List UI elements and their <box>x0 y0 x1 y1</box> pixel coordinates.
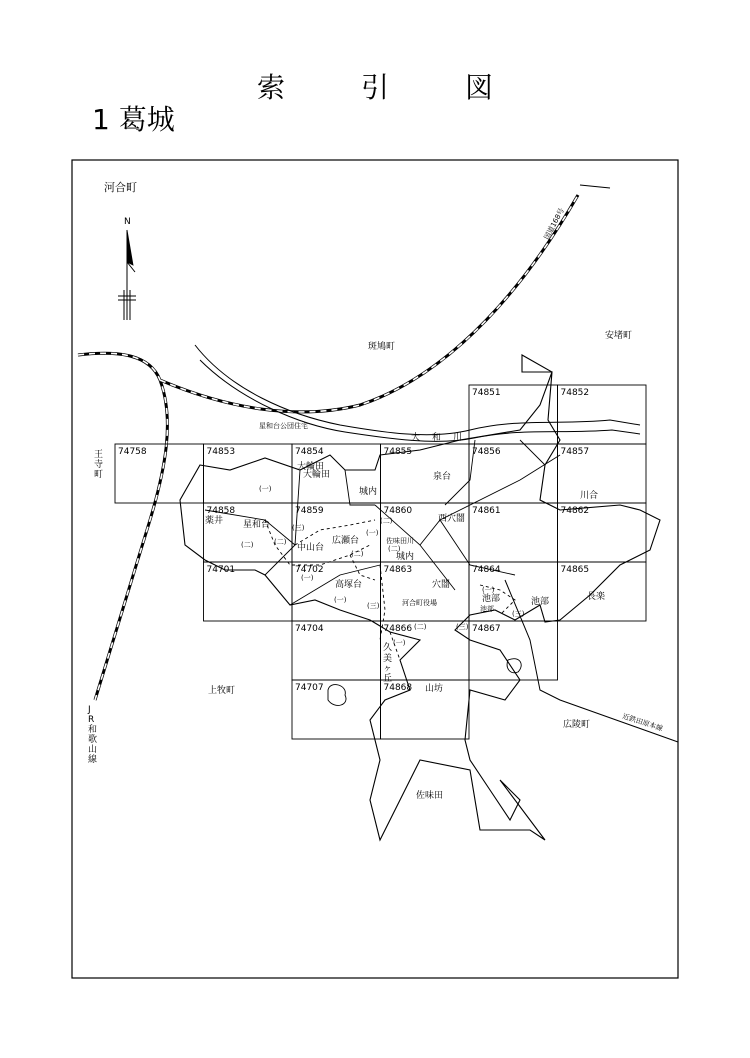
grid-cell-id: 74860 <box>383 506 413 516</box>
jr-char: 和 <box>88 725 98 735</box>
grid-cell-id: 74868 <box>383 683 413 693</box>
place-label: 佐味田 <box>416 791 444 801</box>
north-arrow-icon <box>118 217 136 320</box>
place-label: (二) <box>388 545 401 553</box>
place-label: (一) <box>393 639 406 647</box>
grid-cell-id: 74861 <box>472 506 501 516</box>
grid-cell-id: 74853 <box>206 447 236 457</box>
place-label: (三) <box>456 623 469 631</box>
grid-cell-id: 74862 <box>560 506 590 516</box>
grid-cell-id: 74707 <box>295 683 324 693</box>
place-label: (一) <box>482 586 495 594</box>
place-label: (三) <box>512 610 525 618</box>
place-label: 広瀬台 <box>332 536 360 546</box>
grid-cell-id: 74701 <box>206 565 236 575</box>
oji-char: 町 <box>94 470 104 480</box>
grid-cell-id: 74867 <box>472 624 501 634</box>
place-label: (一) <box>334 596 347 604</box>
place-label: 池部 <box>482 594 501 604</box>
kumigaoka-char: ヶ <box>383 664 393 674</box>
grid-cell-id: 74857 <box>560 447 590 457</box>
town-name: 河合町 <box>104 181 137 194</box>
place-label: (一) <box>366 529 379 537</box>
grid-cell-id: 74854 <box>295 447 324 457</box>
grid-cell-id: 74865 <box>560 565 590 575</box>
kintetsu-label: 近鉄田原本線 <box>621 712 664 733</box>
place-label: 泉台 <box>433 472 452 482</box>
river-char: 大 <box>411 433 421 443</box>
title-char: 図 <box>465 71 494 104</box>
title-char: 索 <box>256 71 285 104</box>
place-label: 星和台公団住宅 <box>259 422 308 430</box>
grid-cell-id: 74863 <box>383 565 413 575</box>
place-label: 大輪田 <box>297 462 325 472</box>
place-label: 広陵町 <box>563 720 591 730</box>
place-label: 河合町役場 <box>402 599 437 607</box>
jr-char: J <box>88 705 91 715</box>
jr-line-label <box>87 705 97 765</box>
jr-char: 歌 <box>88 735 98 745</box>
highway-168 <box>580 185 610 188</box>
place-label: 西穴闇 <box>438 514 466 524</box>
grid-cell-id: 74864 <box>472 565 501 575</box>
oji-char: 寺 <box>94 460 104 470</box>
grid-cell-id: 74866 <box>383 624 413 634</box>
place-label: 城内 <box>396 552 415 562</box>
place-label: (三) <box>292 524 305 532</box>
river-label <box>411 431 462 443</box>
pond <box>328 685 346 706</box>
place-label: 薬井 <box>205 516 224 526</box>
place-label: (二) <box>380 517 393 525</box>
kumigaoka-char: 美 <box>383 654 393 664</box>
place-label: (一) <box>259 485 272 493</box>
jr-char: R <box>88 715 95 725</box>
place-label: (二) <box>241 541 254 549</box>
oji-town-label <box>94 449 103 480</box>
place-label: 池部 <box>480 605 494 613</box>
place-label: (一) <box>301 574 314 582</box>
kumigaoka-char: 丘 <box>383 674 393 684</box>
grid-cell-id: 74704 <box>295 624 324 634</box>
place-label: 長楽 <box>587 592 606 602</box>
place-label: 安堵町 <box>605 331 633 341</box>
river-char: 和 <box>432 433 442 443</box>
place-label: (二) <box>414 623 427 631</box>
area-subtitle: 1 葛城 <box>92 103 175 136</box>
place-label: 上牧町 <box>208 686 236 696</box>
road-label: 国道168号 <box>542 206 566 241</box>
place-label: (二) <box>274 538 287 546</box>
place-label: 中山台 <box>297 543 325 553</box>
kumigaoka-label <box>383 641 392 684</box>
place-label: 高塚台 <box>335 580 363 590</box>
place-label: 城内 <box>359 487 378 497</box>
place-label: 佐味田川 <box>386 537 414 545</box>
jr-railway <box>78 353 167 700</box>
north-label: N <box>124 217 131 227</box>
place-label: 穴闇 <box>432 580 451 590</box>
grid-cell-id: 74851 <box>472 388 501 398</box>
grid-cell-id: 74859 <box>295 506 324 516</box>
place-label: 斑鳩町 <box>368 342 396 352</box>
grid-cell-id: 74855 <box>383 447 413 457</box>
grid-cell-id: 74702 <box>295 565 324 575</box>
oji-char: 王 <box>94 450 104 460</box>
place-label: 池部 <box>531 597 550 607</box>
grid-cell-id: 74856 <box>472 447 501 457</box>
title-char: 引 <box>360 71 389 104</box>
place-label: 星和台 <box>243 520 271 530</box>
river-char: 川 <box>453 433 463 443</box>
place-label: (二) <box>351 550 364 558</box>
place-label: 大輪田 <box>303 470 331 480</box>
grid-cell-id: 74852 <box>560 388 590 398</box>
grid-cell-id: 74758 <box>118 447 147 457</box>
jr-char: 山 <box>88 745 98 755</box>
kumigaoka-char: 久 <box>383 643 393 653</box>
place-label: 山坊 <box>425 684 444 694</box>
place-label: 川合 <box>580 491 599 501</box>
index-grid <box>115 385 646 739</box>
place-label: (三) <box>367 602 380 610</box>
grid-cell-id: 74858 <box>206 506 236 516</box>
jr-char: 線 <box>88 755 98 765</box>
